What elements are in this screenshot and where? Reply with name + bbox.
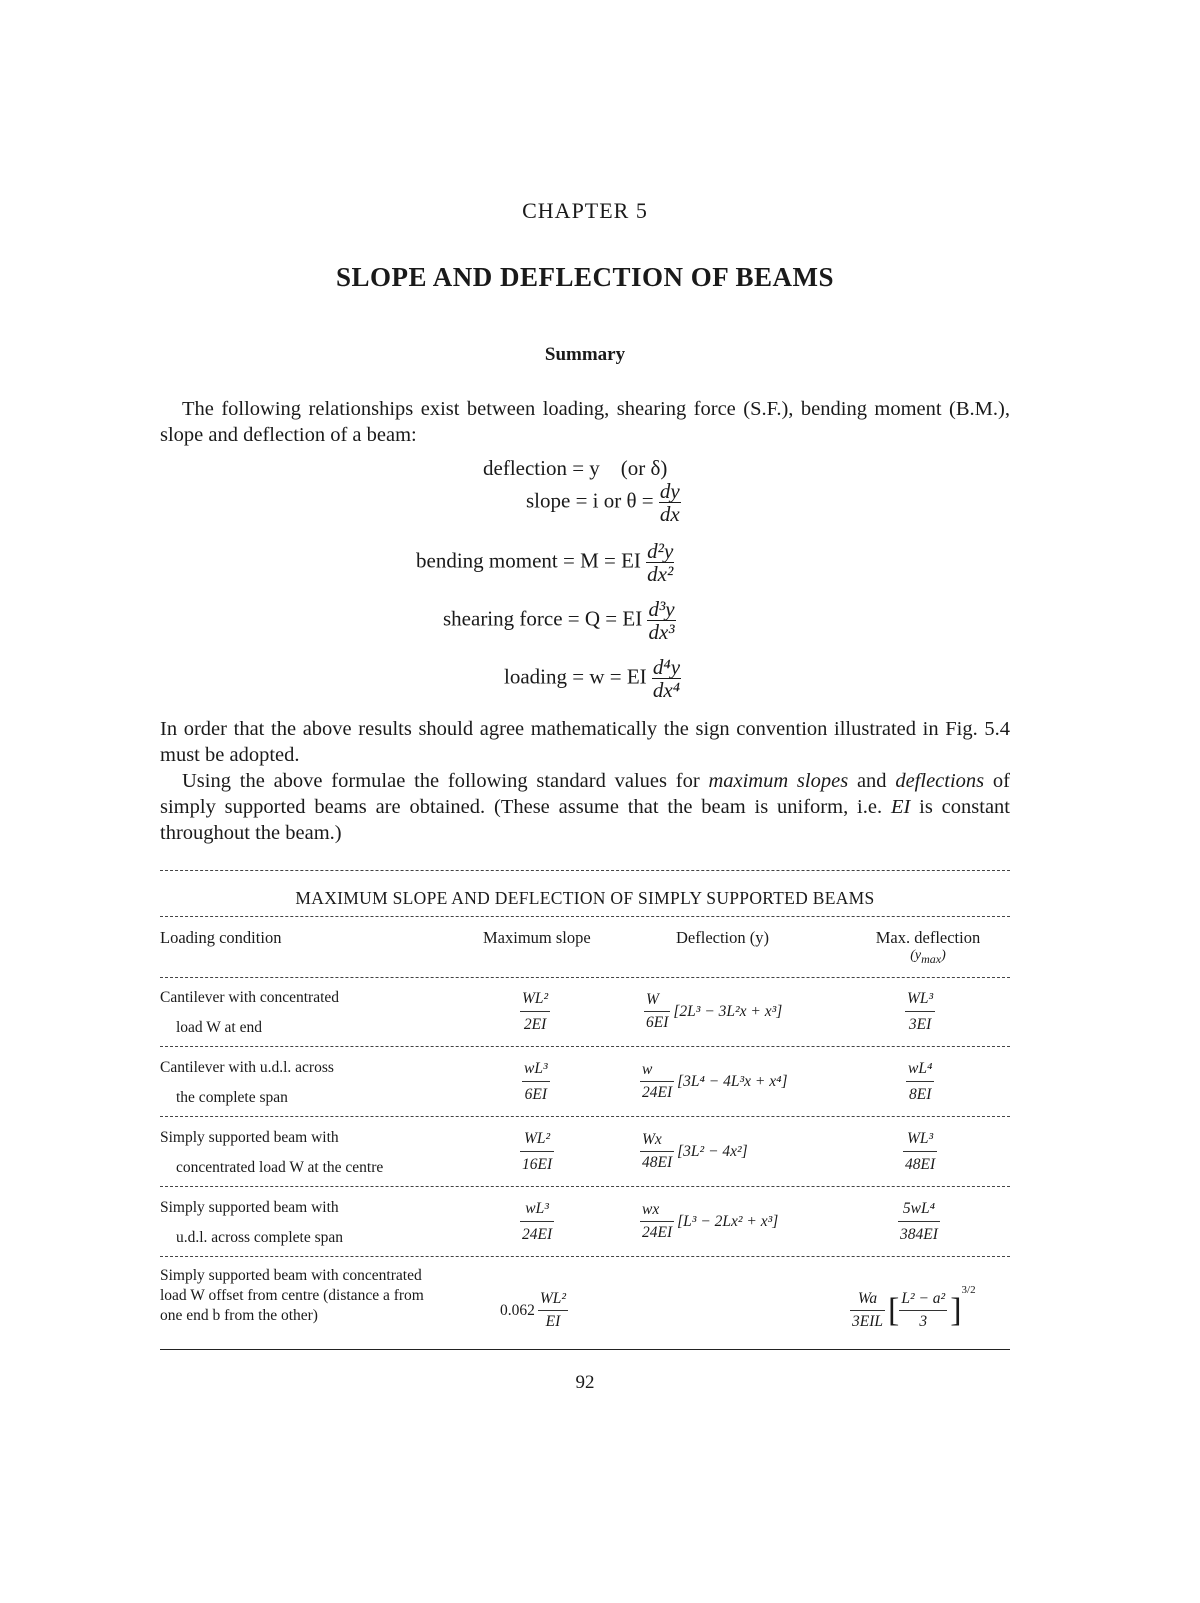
bm-fraction [646, 540, 674, 585]
row4-defl-fraction [640, 1199, 674, 1244]
header-max-deflection-line2 [868, 948, 988, 964]
row4-max-slope [520, 1197, 554, 1248]
standard-values-paragraph [160, 768, 1010, 846]
equation-bending-moment [416, 540, 674, 585]
chapter-label: CHAPTER 5 [522, 198, 648, 223]
p3-ei: EI [890, 796, 911, 818]
equation-loading [504, 656, 681, 701]
row3-defl-num: Wx [640, 1129, 674, 1152]
p3-part-g: is constant throughout the beam.) [160, 796, 1010, 844]
table-caption: MAXIMUM SLOPE AND DEFLECTION OF SIMPLY SUPPORTED BEAMS [295, 888, 875, 908]
row1-max-den: 3EI [908, 1016, 932, 1033]
row1-defl-fraction [644, 989, 670, 1034]
row5-inner-fraction [899, 1288, 947, 1333]
sf-denominator: dx³ [648, 620, 675, 644]
row4-condition [160, 1193, 343, 1253]
row4-deflection [640, 1199, 778, 1244]
row2-max-slope [522, 1057, 550, 1108]
table-bottom-rule [160, 1349, 1010, 1350]
row2-condition [160, 1053, 334, 1113]
row1-deflection [644, 989, 782, 1034]
row2-max-num: wL⁴ [906, 1057, 934, 1082]
row1-defl-bracket: [2L³ − 3L²x + x³] [673, 1002, 783, 1020]
row3-condition-line2: concentrated load W at the centre [176, 1159, 384, 1176]
page-number: 92 [575, 1372, 595, 1393]
header-deflection: Deflection (y) [676, 928, 769, 947]
row4-defl-bracket: [L³ − 2Lx² + x³] [677, 1212, 779, 1230]
row3-defl-fraction [640, 1129, 674, 1174]
row4-defl-den: 24EI [642, 1224, 673, 1241]
row5-slope-den: EI [545, 1313, 561, 1330]
row5-condition [160, 1266, 424, 1326]
row3-condition-line1: Simply supported beam with [160, 1129, 339, 1146]
row5-slope-num: WL² [538, 1288, 568, 1311]
header-ymax-close: ) [941, 948, 946, 963]
row4-rule [160, 1256, 1010, 1257]
row5-max-fraction [850, 1288, 885, 1333]
row2-slope-den: 6EI [524, 1086, 547, 1103]
summary-heading: Summary [544, 344, 626, 365]
row3-max-den: 48EI [905, 1156, 936, 1173]
p3-maximum-slopes: maximum slopes [708, 770, 849, 792]
row5-max-slope [500, 1288, 571, 1333]
row4-defl-num: wx [640, 1199, 674, 1222]
row5-condition-line3: one end b from the other) [160, 1307, 318, 1324]
p3-part-c: and [848, 770, 896, 792]
row2-max-deflection [906, 1057, 934, 1108]
row1-condition-line2: load W at end [176, 1019, 262, 1036]
row4-condition-line2: u.d.l. across complete span [176, 1229, 344, 1246]
row5-max-den: 3EIL [852, 1313, 883, 1330]
load-numerator: d⁴y [652, 655, 681, 679]
sf-numerator: d³y [648, 597, 675, 621]
equation-slope [526, 480, 681, 525]
load-denominator: dx⁴ [652, 678, 681, 702]
table-top-rule [160, 870, 1010, 871]
row3-slope-den: 16EI [522, 1156, 553, 1173]
row3-defl-bracket: [3L² − 4x²] [677, 1142, 748, 1160]
row2-deflection [640, 1059, 788, 1104]
row1-max-deflection [905, 987, 935, 1038]
bm-denominator: dx² [647, 562, 674, 586]
row1-rule [160, 1046, 1010, 1047]
row1-slope-num: WL² [520, 987, 550, 1012]
row2-slope-num: wL³ [522, 1057, 550, 1082]
row2-defl-bracket: [3L⁴ − 4L³x + x⁴] [677, 1072, 788, 1090]
row1-condition [160, 983, 339, 1043]
equation-bm-lhs: bending moment = M = EI [416, 548, 641, 573]
row1-defl-num: W [644, 989, 670, 1012]
row3-deflection [640, 1129, 748, 1174]
p3-part-a: Using the above formulae the following standard values for [182, 770, 709, 792]
row4-max-den: 384EI [900, 1226, 938, 1243]
row3-condition [160, 1123, 383, 1183]
row2-defl-num: w [640, 1059, 674, 1082]
row1-slope-den: 2EI [523, 1016, 547, 1033]
row3-rule [160, 1186, 1010, 1187]
row2-max-den: 8EI [908, 1086, 932, 1103]
row5-inner-num: L² − a² [899, 1288, 947, 1311]
row5-slope-coef: 0.062 [500, 1301, 535, 1319]
row4-condition-line1: Simply supported beam with [160, 1199, 339, 1216]
chapter-title: SLOPE AND DEFLECTION OF BEAMS [335, 262, 835, 292]
table-header-rule [160, 977, 1010, 978]
row5-condition-line1: Simply supported beam with concentrated [160, 1267, 422, 1284]
equation-deflection-text: deflection = y (or δ) [483, 456, 668, 480]
header-ymax-sub: max [921, 951, 942, 966]
table-caption-rule [160, 916, 1010, 917]
p3-deflections: deflections [895, 770, 985, 792]
equation-deflection [483, 456, 667, 481]
row2-defl-den: 24EI [642, 1084, 673, 1101]
header-max-deflection-line1: Max. deflection [875, 928, 981, 947]
equation-shearing-force [443, 598, 676, 643]
row1-condition-line1: Cantilever with concentrated [160, 989, 340, 1006]
intro-paragraph: The following relationships exist between loading, shearing force (S.F.), bending moment (B.M.), slope and deflection of a beam: [160, 398, 1010, 446]
header-max-deflection [868, 928, 988, 964]
row1-defl-den: 6EI [646, 1014, 669, 1031]
slope-denominator: dx [659, 502, 680, 526]
equation-slope-lhs: slope = i or θ = [526, 488, 654, 513]
row3-slope-num: WL² [520, 1127, 554, 1152]
row5-condition-line2: load W offset from centre (distance a from [160, 1287, 424, 1304]
row5-max-num: Wa [850, 1288, 885, 1311]
equation-load-lhs: loading = w = EI [504, 664, 647, 689]
slope-fraction [659, 480, 681, 525]
row2-rule [160, 1116, 1010, 1117]
row2-condition-line1: Cantilever with u.d.l. across [160, 1059, 334, 1076]
header-ymax-open: (y [910, 948, 922, 963]
row1-max-num: WL³ [905, 987, 935, 1012]
row4-max-num: 5wL⁴ [898, 1197, 940, 1222]
p3-part-e: of simply supported beams are obtained. (These assume that the beam is uniform, i.e. [160, 770, 1010, 818]
row3-max-slope [520, 1127, 554, 1178]
row3-max-num: WL³ [903, 1127, 937, 1152]
row3-defl-den: 48EI [642, 1154, 673, 1171]
row5-inner-den: 3 [919, 1313, 928, 1330]
row5-max-deflection: $\frac{Wa}{\text{3EIL}}$ [ $\frac{\text{L² − a²}}{3}$ ] 3/2 [850, 1288, 976, 1333]
row4-slope-num: wL³ [520, 1197, 554, 1222]
slope-numerator: dy [659, 479, 680, 503]
row1-max-slope [520, 987, 550, 1038]
load-fraction [652, 656, 681, 701]
bm-numerator: d²y [647, 539, 674, 563]
sf-fraction [647, 598, 675, 643]
row3-max-deflection [903, 1127, 937, 1178]
header-loading-condition: Loading condition [160, 928, 282, 947]
row4-max-deflection [898, 1197, 940, 1248]
row4-slope-den: 24EI [522, 1226, 553, 1243]
header-maximum-slope: Maximum slope [483, 928, 591, 947]
row5-close-brace: ] [950, 1291, 962, 1329]
row2-condition-line2: the complete span [176, 1089, 288, 1106]
equation-sf-lhs: shearing force = Q = EI [443, 606, 643, 631]
row5-slope-fraction [538, 1288, 568, 1333]
row5-open-brace: [ [888, 1291, 900, 1329]
row2-defl-fraction [640, 1059, 674, 1104]
sign-convention-paragraph: In order that the above results should agree mathematically the sign convention illustrated in Fig. 5.4 must be adopted. [160, 718, 1010, 766]
